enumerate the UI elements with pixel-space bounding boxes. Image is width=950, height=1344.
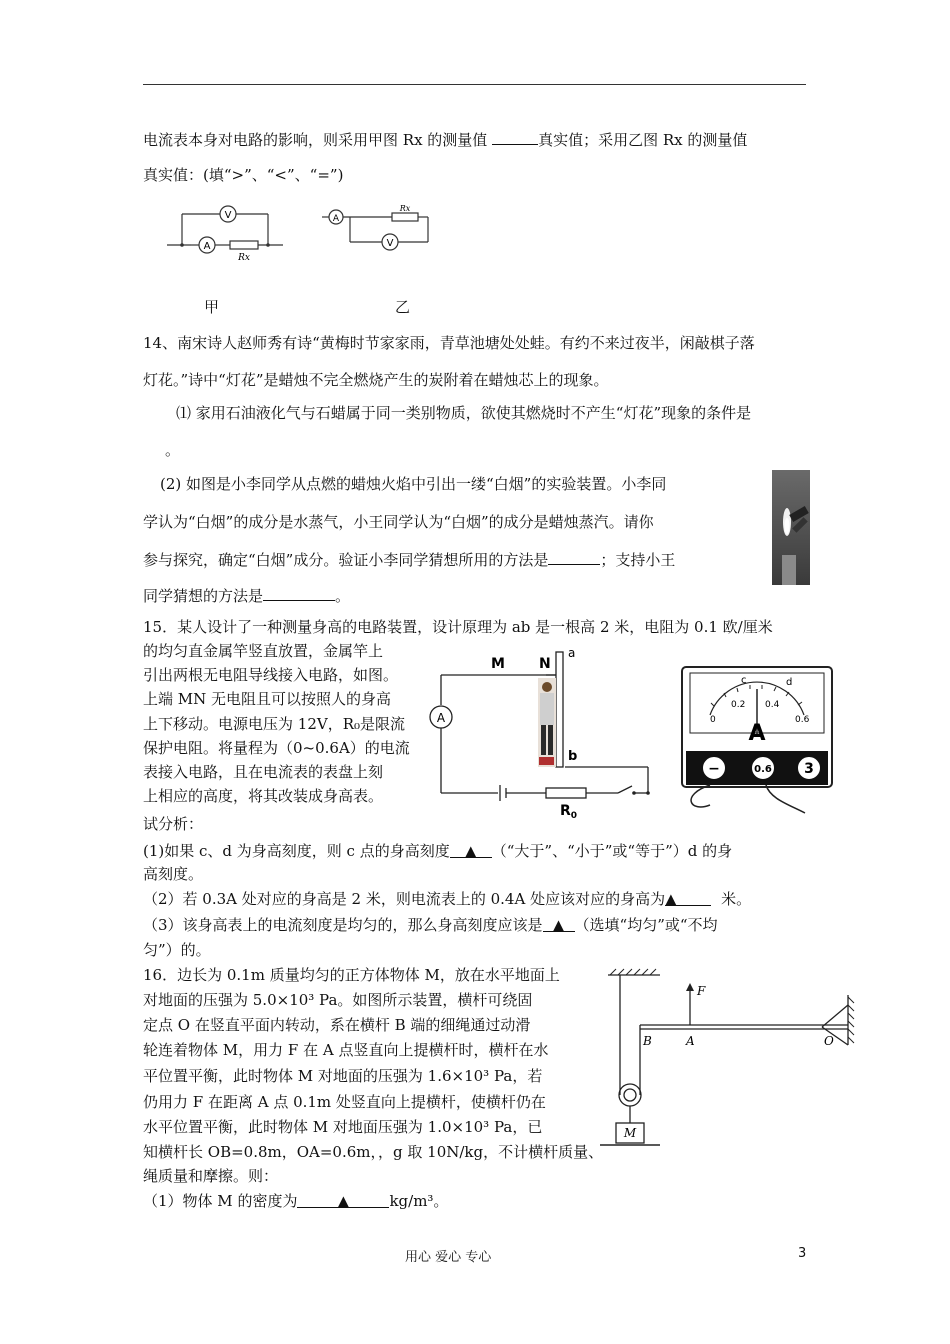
q14-p2-line3-a: 参与探究，确定“白烟”成分。验证小李同学猜想所用的方法是	[143, 551, 549, 569]
meter-tick-0: 0	[710, 715, 716, 725]
q15-s1-blank	[450, 841, 492, 858]
q15-s1-mark: ▲	[464, 842, 477, 860]
fig-b-label: b	[568, 749, 578, 764]
q15-s1-line1	[143, 841, 732, 861]
lever-F-label: F	[697, 984, 706, 998]
fig-R0-label: $R_0$	[560, 803, 578, 821]
q15-left-0: 的均匀直金属竿竖直放置，金属竿上	[143, 642, 384, 660]
jia-v-label: V	[224, 210, 232, 221]
meter-d-label: d	[786, 677, 793, 688]
q16-left-0: 16．边长为 0.1m 质量均匀的正方体物体 M，放在水平地面上	[143, 966, 560, 984]
lever-A-label: A	[686, 1034, 695, 1048]
q15-s3-line1	[143, 915, 718, 935]
q15-s1-a: (1)如果 c、d 为身高刻度，则 c 点的身高刻度	[143, 842, 450, 860]
q15-s2-a: （2）若 0.3A 处对应的身高是 2 米，则电流表上的 0.4A 处应该对应的身高为	[143, 890, 666, 908]
q16-s1-a: （1）物体 M 的密度为	[143, 1192, 298, 1210]
fig-M-label: M	[491, 656, 505, 672]
q14-line2: 灯花。”诗中“灯花”是蜡烛不完全燃烧产生的炭附着在蜡烛芯上的现象。	[143, 371, 609, 389]
q15-left-2: 上端 MN 无电阻且可以按照人的身高	[143, 690, 392, 708]
fig-yi-caption: 乙	[395, 298, 411, 316]
lever-pulley-figure	[600, 965, 855, 1150]
meter-terminal-3: 3	[804, 761, 814, 777]
fig-a-label: a	[568, 646, 576, 660]
q16-s1	[143, 1191, 448, 1211]
fig-N-label: N	[539, 656, 551, 672]
q15-s2	[143, 889, 751, 909]
meter-terminal-06: 0.6	[754, 764, 772, 775]
q13-blank-1	[492, 128, 538, 145]
page-number: 3	[798, 1246, 807, 1261]
meter-tick-06: 0.6	[795, 715, 810, 725]
ammeter-dial	[680, 665, 836, 815]
person-silhouette	[538, 678, 556, 767]
header-rule	[143, 84, 806, 85]
q15-s3-b: （选填“均匀”或“不均	[574, 916, 718, 934]
footer-motto: 用心 爱心 专心	[405, 1250, 492, 1265]
q14-blank-2	[263, 584, 335, 601]
q14-p2-line3	[143, 548, 675, 570]
fig-jia-caption: 甲	[204, 298, 220, 316]
q13-line2: 真实值：(填“>”、“<”、“=”)	[143, 166, 344, 184]
q14-p2-line1: (2) 如图是小李同学从点燃的蜡烛火焰中引出一缕“白烟”的实验装置。小李同	[160, 475, 667, 493]
meter-tick-02: 0.2	[731, 700, 746, 710]
q14-line1: 14、南宋诗人赵师秀有诗“黄梅时节家家雨，青草池塘处处蛙。有约不来过夜半，闲敲棋子落	[143, 334, 755, 352]
q14-p1-line1: ⑴ 家用石油液化气与石蜡属于同一类别物质，欲使其燃烧时不产生“灯花”现象的条件是	[176, 404, 752, 422]
q13-line1	[143, 128, 747, 150]
q15-s3-blank	[543, 915, 575, 932]
q14-p2-line3-b: ；支持小王	[600, 551, 676, 569]
q14-p2-line4-b: 。	[335, 587, 351, 605]
height-circuit-figure	[428, 645, 660, 830]
q15-s2-mark: ▲	[665, 890, 677, 908]
q14-p2-line4	[143, 584, 350, 606]
jia-a-label: A	[203, 241, 211, 252]
yi-a-label: A	[332, 214, 340, 224]
q15-s3-mark: ▲	[552, 916, 565, 934]
q15-s1-b: （“大于”、“小于”或“等于”）d 的身	[491, 842, 733, 860]
meter-c-label: c	[741, 675, 747, 686]
q15-left-4: 保护电阻。将量程为（0~0.6A）的电流	[143, 739, 410, 757]
yi-v-label: V	[386, 238, 394, 249]
q13-text-a: 电流表本身对电路的影响，则采用甲图 Rx 的测量值	[143, 131, 493, 149]
lever-O-label: O	[824, 1034, 834, 1048]
q16-left-5: 仍用力 F 在距离 A 点 0.1m 处竖直向上提横杆，使横杆仍在	[143, 1093, 546, 1111]
meter-unit-label: A	[748, 721, 766, 746]
q16-left-4: 平位置平衡，此时物体 M 对地面的压强为 1.6×10³ Pa，若	[143, 1067, 543, 1085]
q13-text-b: 真实值；采用乙图 Rx 的测量值	[538, 131, 748, 149]
q15-s2-blank	[665, 889, 711, 906]
q15-left-3: 上下移动。电源电压为 12V，R₀是限流	[143, 715, 405, 733]
q15-left-6: 上相应的高度，将其改装成身高表。	[143, 787, 384, 805]
q14-p2-line4-a: 同学猜想的方法是	[143, 587, 264, 605]
meter-terminal-minus: −	[708, 761, 720, 777]
fig-ammeter-label: A	[436, 711, 446, 725]
q15-line1: 15．某人设计了一种测量身高的电路装置，设计原理为 ab 是一根高 2 米，电阻为 0.1 欧/厘米	[143, 618, 773, 636]
q16-left-1: 对地面的压强为 5.0×10³ Pa。如图所示装置，横杆可绕固	[143, 991, 533, 1009]
circuit-yi	[320, 202, 440, 252]
candle-photo	[772, 470, 810, 585]
q14-blank-1	[548, 548, 600, 565]
meter-tick-04: 0.4	[765, 700, 780, 710]
q16-left-2: 定点 O 在竖直平面内转动，系在横杆 B 端的细绳通过动滑	[143, 1016, 531, 1034]
jia-rx-label: Rx	[238, 253, 250, 263]
q15-analysis: 试分析：	[143, 815, 204, 833]
lever-M-label: M	[623, 1126, 637, 1140]
q16-left-8: 绳质量和摩擦。则：	[143, 1167, 279, 1185]
q16-left-3: 轮连着物体 M，用力 F 在 A 点竖直向上提横杆时，横杆在水	[143, 1041, 549, 1059]
q14-p1-line2: 。	[165, 441, 181, 459]
q16-s1-b: kg/m³。	[389, 1192, 449, 1210]
q15-s3-line2: 匀”）的。	[143, 941, 211, 959]
q14-p2-line2: 学认为“白烟”的成分是水蒸气，小王同学认为“白烟”的成分是蜡烛蒸汽。请你	[143, 513, 654, 531]
q15-s2-b: 米。	[721, 890, 752, 908]
q16-left-7: 知横杆长 OB=0.8m，OA=0.6m，，g 取 10N/kg，不计横杆质量、	[143, 1143, 604, 1161]
yi-rx-label: Rx	[399, 204, 411, 213]
q16-s1-mark: ▲	[337, 1192, 350, 1210]
circuit-jia	[165, 204, 285, 264]
lever-B-label: B	[643, 1034, 652, 1048]
q16-s1-blank	[297, 1191, 389, 1208]
q15-left-1: 引出两根无电阻导线接入电路，如图。	[143, 666, 399, 684]
q16-left-6: 水平位置平衡，此时物体 M 对地面压强为 1.0×10³ Pa，已	[143, 1118, 543, 1136]
q15-s1-line2: 高刻度。	[143, 865, 204, 883]
q15-left-5: 表接入电路，且在电流表的表盘上刻	[143, 763, 384, 781]
q15-s3-a: （3）该身高表上的电流刻度是均匀的，那么身高刻度应该是	[143, 916, 543, 934]
